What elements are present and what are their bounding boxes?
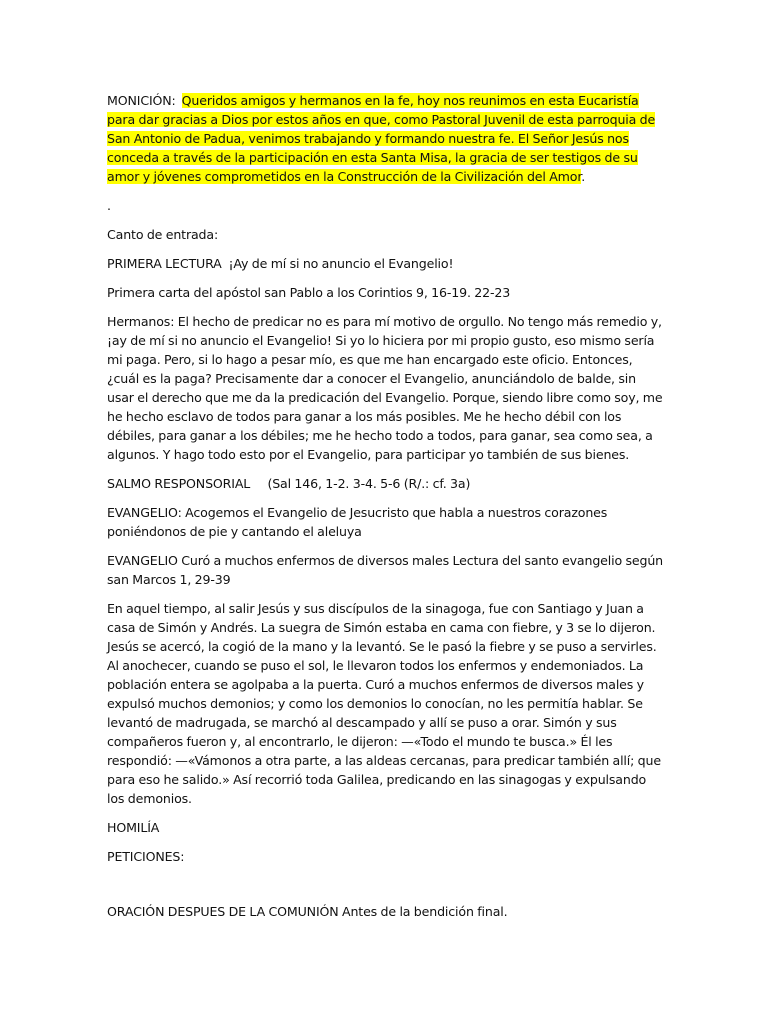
monicion-paragraph bbox=[107, 91, 663, 186]
evangelio-heading: EVANGELIO Curó a muchos enfermos de diversos males Lectura del santo evangelio según san Marcos 1, 29-39 bbox=[107, 553, 663, 587]
oracion-despues-comunion: ORACIÓN DESPUES DE LA COMUNIÓN Antes de la bendición final. bbox=[107, 904, 508, 919]
monicion-highlighted-text: Queridos amigos y hermanos en la fe, hoy nos reunimos en esta Eucaristía para dar gracias a Dios por estos años en que, como Pastoral Juvenil de esta parroquia de San Antonio de Padua, venimos trabajando y formando nuestra fe. El Señor Jesús nos conceda a través de la participación en esta Santa Misa, la gracia de ser testigos de su amor y jóvenes comprometidos en la Construcción de la Civilización del Amor bbox=[107, 93, 656, 184]
peticiones-heading: PETICIONES: bbox=[107, 849, 185, 864]
separator-dot: . bbox=[107, 198, 111, 213]
document-body bbox=[107, 91, 663, 931]
primera-lectura-reference: Primera carta del apóstol san Pablo a los Corintios 9, 16-19. 22-23 bbox=[107, 285, 511, 300]
monicion-label: MONICIÓN: bbox=[107, 93, 176, 108]
evangelio-text: En aquel tiempo, al salir Jesús y sus discípulos de la sinagoga, fue con Santiago y Juan a casa de Simón y Andrés. La suegra de Simón estaba en cama con fiebre, y 3 se lo dijeron. Jesús se acercó, la cogió de la mano y la levantó. Se le pasó la fiebre y se puso a servirles. Al anochecer, cuando se puso el sol, le llevaron todos los enfermos y endemoniados. La población entera se agolpaba a la puerta. Curó a muchos enfermos de diversos males y expulsó muchos demonios; y como los demonios lo conocían, no les permitía hablar. Se levantó de madrugada, se marchó al descampado y allí se puso a orar. Simón y sus compañeros fueron y, al encontrarlo, le dijeron: —«Todo el mundo te busca.» Él les respondió: —«Vámonos a otra parte, a las aldeas cercanas, para predicar también allí; que para eso he salido.» Así recorrió toda Galilea, predicando en las sinagogas y expulsando los demonios. bbox=[107, 601, 661, 806]
salmo-responsorial: SALMO RESPONSORIAL (Sal 146, 1-2. 3-4. 5-6 (R/.: cf. 3a) bbox=[107, 476, 471, 491]
primera-lectura-heading: PRIMERA LECTURA ¡Ay de mí si no anuncio el Evangelio! bbox=[107, 256, 454, 271]
monicion-end: . bbox=[581, 169, 586, 184]
homilia-heading: HOMILÍA bbox=[107, 820, 160, 835]
canto-entrada: Canto de entrada: bbox=[107, 227, 219, 242]
primera-lectura-text: Hermanos: El hecho de predicar no es para mí motivo de orgullo. No tengo más remedio y, ¡ay de mí si no anuncio el Evangelio! Si yo lo hiciera por mi propio gusto, eso mismo sería mi paga. Pero, si lo hago a pesar mío, es que me han encargado este oficio. Entonces, ¿cuál es la paga? Precisamente dar a conocer el Evangelio, anunciándolo de balde, sin usar el derecho que me da la predicación del Evangelio. Porque, siendo libre como soy, me he hecho esclavo de todos para ganar a los más posibles. Me he hecho débil con los débiles, para ganar a los débiles; me he hecho todo a todos, para ganar, sea como sea, a algunos. Y hago todo esto por el Evangelio, para participar yo también de sus bienes. bbox=[107, 314, 663, 462]
evangelio-intro: EVANGELIO: Acogemos el Evangelio de Jesucristo que habla a nuestros corazones poniéndonos de pie y cantando el aleluya bbox=[107, 505, 608, 539]
